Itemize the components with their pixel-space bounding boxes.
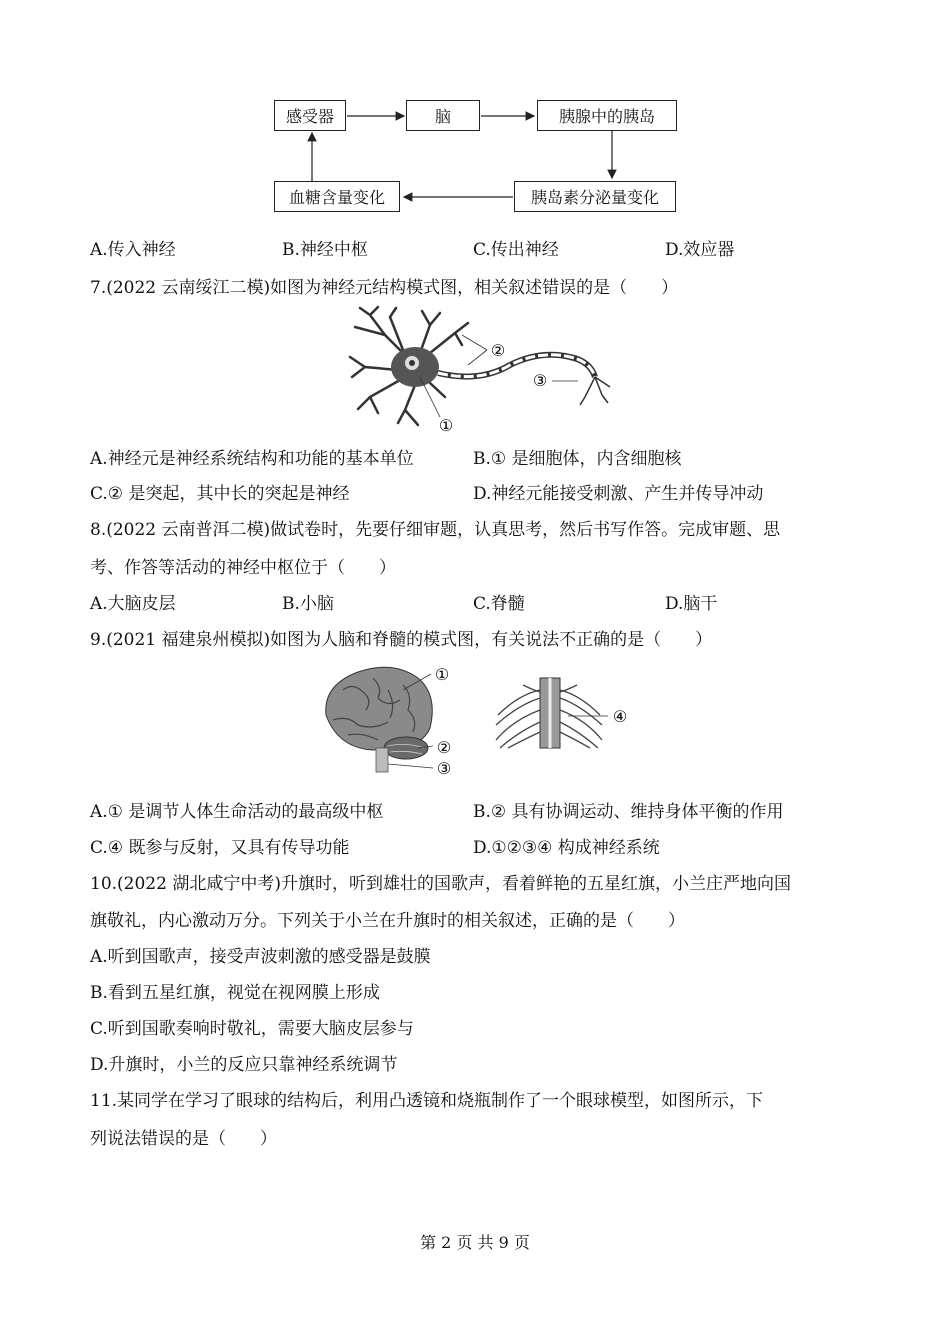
q10-option-b: B.看到五星红旗，视觉在视网膜上形成: [90, 983, 380, 1003]
page-footer: 第 2 页 共 9 页: [420, 1233, 530, 1252]
q7-option-a: A.神经元是神经系统结构和功能的基本单位: [90, 449, 414, 469]
q7-option-b: B.① 是细胞体，内含细胞核: [473, 449, 682, 469]
q6-option-b: B.神经中枢: [282, 240, 368, 260]
q10-option-a: A.听到国歌声，接受声波刺激的感受器是鼓膜: [90, 947, 431, 967]
q10-stem-line2: 旗敬礼，内心激动万分。下列关于小兰在升旗时的相关叙述，正确的是（ ）: [90, 911, 685, 931]
neuron-label-1: ①: [438, 416, 454, 435]
brain-cerebrum: [326, 667, 433, 750]
q7-option-d: D.神经元能接受刺激、产生并传导冲动: [473, 484, 764, 504]
q9-option-d: D.①②③④ 构成神经系统: [473, 838, 660, 858]
q8-option-c: C.脊髓: [473, 594, 525, 614]
q8-option-a: A.大脑皮层: [90, 594, 176, 614]
flow-box-receptor: 感受器: [274, 100, 346, 131]
q6-option-d: D.效应器: [665, 240, 735, 260]
flow-box-brain: 脑: [406, 100, 480, 131]
q6-option-a: A.传入神经: [90, 240, 176, 260]
brain-label-3: ③: [436, 759, 452, 778]
q8-options: [90, 592, 850, 616]
q11-stem-line1: 11.某同学在学习了眼球的结构后，利用凸透镜和烧瓶制作了一个眼球模型，如图所示，下: [90, 1091, 764, 1111]
q8-stem-line1: 8.(2022 云南普洱二模)做试卷时，先要仔细审题，认真思考，然后书写作答。完成审题、思: [90, 520, 781, 540]
q9-option-c: C.④ 既参与反射，又具有传导功能: [90, 838, 350, 858]
neuron-diagram: [340, 305, 620, 440]
q11-stem-line2: 列说法错误的是（ ）: [90, 1129, 277, 1149]
neuron-label-2: ②: [490, 341, 506, 360]
q7-stem: 7.(2022 云南绥江二模)如图为神经元结构模式图，相关叙述错误的是（ ）: [90, 278, 679, 298]
q10-stem-line1: 10.(2022 湖北咸宁中考)升旗时，听到雄壮的国歌声，看着鲜艳的五星红旗，小兰庄严地向国: [90, 874, 791, 894]
brain-label-1: ①: [434, 665, 450, 684]
q9-option-b: B.② 具有协调运动、维持身体平衡的作用: [473, 802, 784, 822]
brain-stem: [376, 748, 388, 772]
q8-option-b: B.小脑: [282, 594, 334, 614]
flow-box-blood-sugar: 血糖含量变化: [274, 181, 400, 212]
q9-option-a: A.① 是调节人体生命活动的最高级中枢: [90, 802, 384, 822]
q7-option-c: C.② 是突起，其中长的突起是神经: [90, 484, 350, 504]
flow-box-islets: 胰腺中的胰岛: [537, 100, 677, 131]
q8-option-d: D.脑干: [665, 594, 718, 614]
q6-options: [90, 238, 850, 262]
neuron-label-3: ③: [532, 371, 548, 390]
brain-spinal-diagram: [318, 660, 638, 785]
q6-option-c: C.传出神经: [473, 240, 559, 260]
spinal-cord: [496, 678, 602, 748]
spinal-label-4: ④: [612, 707, 628, 726]
q9-stem: 9.(2021 福建泉州模拟)如图为人脑和脊髓的模式图，有关说法不正确的是（ ）: [90, 630, 713, 650]
q8-stem-line2: 考、作答等活动的神经中枢位于（ ）: [90, 558, 396, 578]
brain-cerebellum: [384, 737, 428, 759]
flow-box-insulin: 胰岛素分泌量变化: [514, 181, 676, 212]
brain-label-2: ②: [436, 738, 452, 757]
q10-option-c: C.听到国歌奏响时敬礼，需要大脑皮层参与: [90, 1019, 414, 1039]
q10-option-d: D.升旗时，小兰的反应只靠神经系统调节: [90, 1055, 398, 1075]
